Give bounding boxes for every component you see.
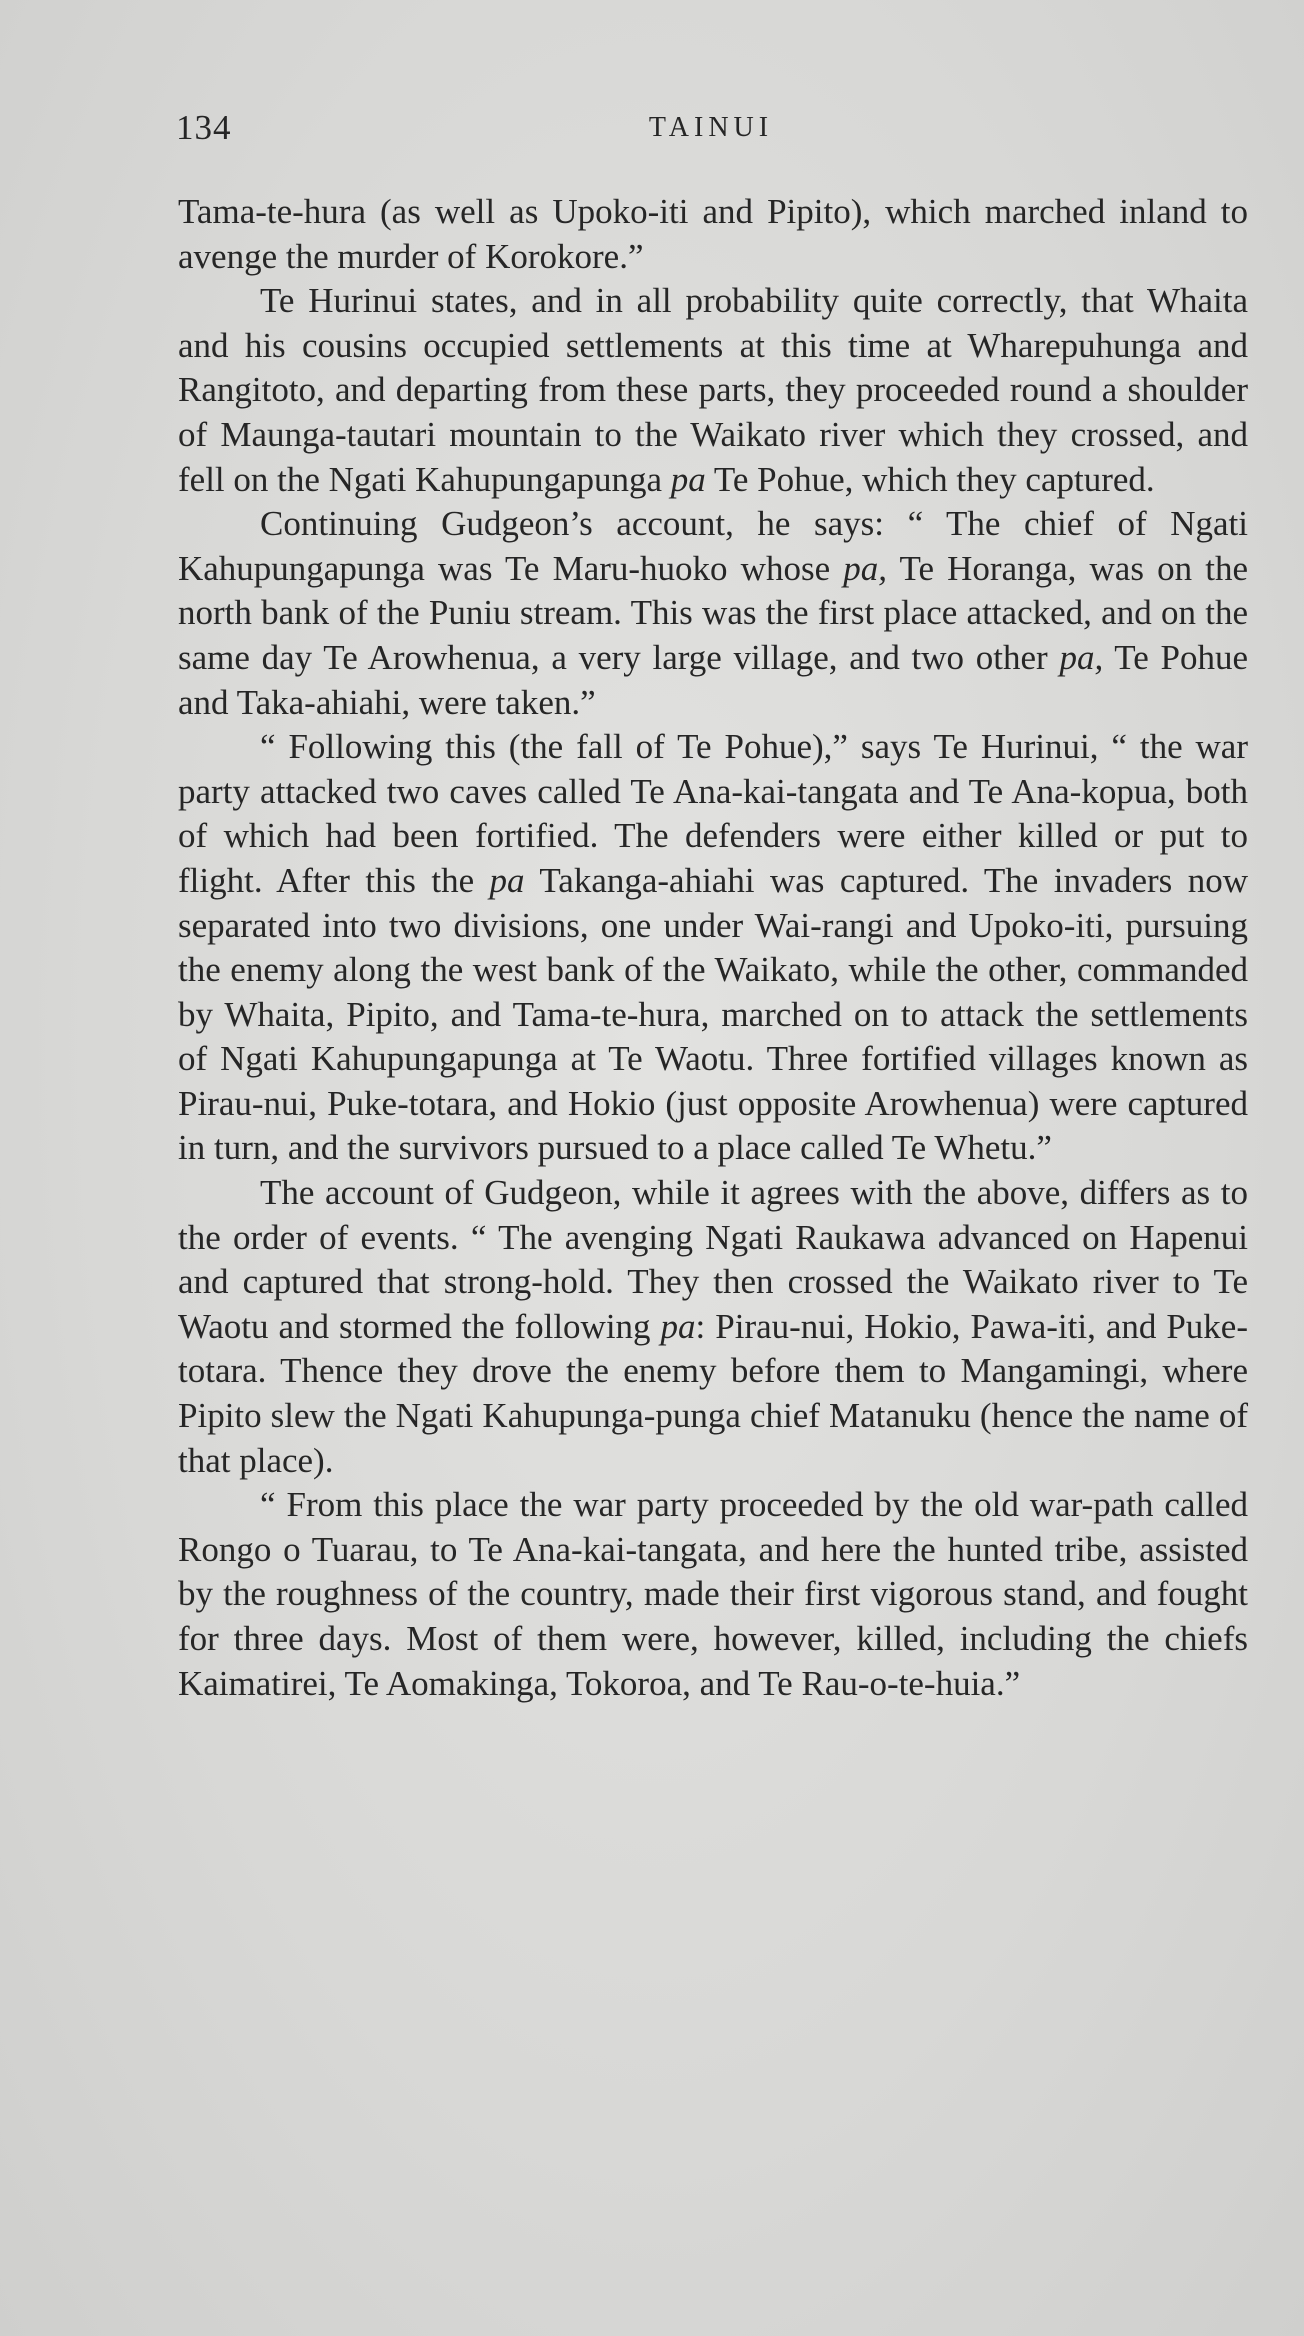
paragraph bbox=[178, 190, 1248, 279]
paragraph-text: Te Hurinui states, and in all probability quite correctly, that Whaita and his cousins occupied settlements at this time at Wharepuhunga and Rangitoto, and departing from these parts, they proceeded round a shoulder of Maunga-tautari mountain to the Waikato river which they crossed, and fell on the Ngati Kahupungapunga bbox=[178, 281, 1248, 499]
page-number: 134 bbox=[176, 108, 232, 147]
italic-term: pa, bbox=[843, 548, 888, 588]
paragraph bbox=[178, 502, 1248, 725]
italic-term: pa bbox=[660, 1306, 696, 1346]
paragraph bbox=[178, 1483, 1248, 1706]
paragraph-text: “ Following this (the fall of Te Pohue),” says Te Hurinui, “ the war party attacked two caves called Te Ana-kai-tangata and Te Ana-kopua, both of which had been fortified. The defenders were either killed or put to flight. After this the bbox=[178, 727, 1248, 900]
italic-term: pa, bbox=[1059, 637, 1104, 677]
paragraph bbox=[178, 725, 1248, 1171]
body-text bbox=[178, 190, 1248, 1706]
paragraph bbox=[178, 1171, 1248, 1483]
paragraph-text: “ From this place the war party proceeded by the old war-path called Rongo o Tuarau, to Te Ana-kai-tangata, and here the hunted tribe, assisted by the roughness of the country, made their first vigorous stand, and fought for three days. Most of them were, however, killed, including the chiefs Kaimatirei, Te Aomakinga, Tokoroa, and Te Rau-o-te-huia.” bbox=[178, 1485, 1248, 1703]
italic-term: pa bbox=[670, 459, 706, 499]
paragraph-text: The account of Gudgeon, while it agrees with the above, differs as to the order of events. “ The avenging Ngati Raukawa advanced on Hapenui and captured that strong-hold. They then crossed the Waikato river to Te Waotu and stormed the following bbox=[178, 1173, 1248, 1346]
paragraph-text: Te Pohue, which they captured. bbox=[705, 459, 1155, 499]
paragraph-text: Tama-te-hura (as well as Upoko-iti and Pipito), which marched inland to avenge the murder of Korokore.” bbox=[178, 192, 1248, 276]
running-head bbox=[176, 108, 1246, 154]
paragraph-text: Te Pohue and Taka-ahiahi, were taken.” bbox=[178, 637, 1248, 722]
paragraph-text: Te Horanga, was on the north bank of the Puniu stream. This was the first place attacked, and on the same day Te Arowhenua, a very large village, and two other bbox=[178, 548, 1249, 677]
paragraph bbox=[178, 279, 1248, 502]
paragraph-text: Continuing Gudgeon’s account, he says: “ The chief of Ngati Kahupungapunga was Te Maru-huoko whose bbox=[178, 504, 1248, 588]
running-title: TAINUI bbox=[648, 112, 774, 143]
paragraph-text: Takanga-ahiahi was captured. The invaders now separated into two divisions, one under Wai-rangi and Upoko-iti, pursuing the enemy along the west bank of the Waikato, while the other, commanded by Whaita, Pipito, and Tama-te-hura, marched on to attack the settlements of Ngati Kahupungapunga at Te Waotu. Three fortified villages known as Pirau-nui, Puke-totara, and Hokio (just opposite Arowhenua) were captured in turn, and the survivors pursued to a place called Te Whetu.” bbox=[178, 860, 1248, 1168]
italic-term: pa bbox=[489, 860, 525, 900]
paragraph-text: : Pirau-nui, Hokio, Pawa-iti, and Puke-totara. Thence they drove the enemy before them to Mangamingi, where Pipito slew the Ngati Kahupunga-punga chief Matanuku (hence the name of that place). bbox=[178, 1306, 1248, 1480]
